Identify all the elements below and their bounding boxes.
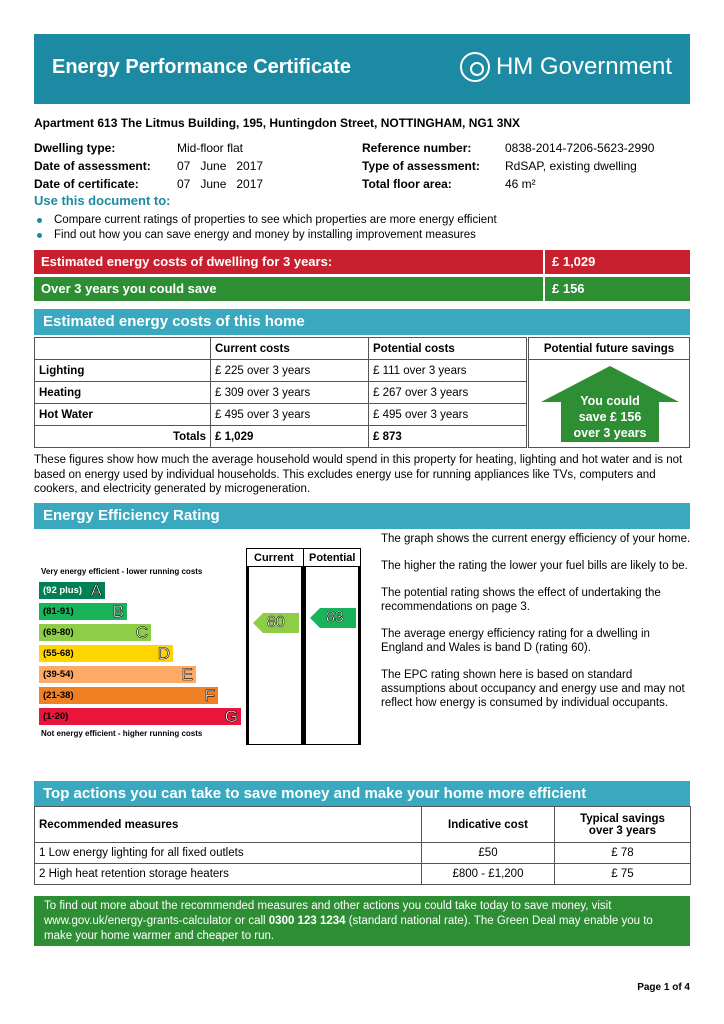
table-row — [35, 864, 691, 885]
table-row — [35, 382, 527, 404]
bullet-text: Compare current ratings of properties to see which properties are more energy efficient — [54, 214, 497, 226]
column-header: Potential costs — [369, 338, 527, 360]
band-letter: B — [112, 602, 124, 621]
dwelling-type-value: Mid-floor flat — [177, 141, 244, 155]
costs-section-heading: Estimated energy costs of this home — [34, 309, 690, 335]
band-letter: A — [90, 581, 102, 600]
costs-note: These figures show how much the average household would spend in this property for heating, lighting and hot water and is not based on energy used by individual households. This excludes energy use for running appliances like TVs, computers and cookers, and electricity generated by microgeneration. — [34, 454, 683, 495]
measure-cell: 2 High heat retention storage heaters — [35, 864, 422, 885]
dwelling-type-label: Dwelling type: — [34, 141, 116, 155]
details-right — [362, 139, 654, 193]
column-header: Recommended measures — [35, 807, 422, 843]
current-column-header: Current — [254, 552, 294, 564]
rating-paragraph: The graph shows the current energy efficiency of your home. — [381, 533, 691, 545]
current-rating-pointer — [253, 613, 299, 633]
reference-number-label: Reference number: — [362, 141, 472, 155]
band-range: (92 plus) — [43, 585, 83, 596]
cost-cell: £50 — [422, 843, 555, 864]
column-header — [555, 807, 691, 843]
crest-icon — [460, 52, 490, 82]
band-g — [39, 708, 241, 725]
band-letter: G — [224, 707, 238, 726]
potential-cost-cell: £ 495 over 3 years — [369, 404, 527, 426]
totals-potential: £ 873 — [369, 426, 527, 448]
gov-logo-text: HM Government — [495, 53, 672, 80]
rating-section-heading: Energy Efficiency Rating — [34, 503, 690, 529]
more-info-text: To find out more about the recommended measures and other actions you could take today to save money, visit www.gov.uk/energy-grants-calculator or call — [44, 900, 612, 927]
rating-explanation — [381, 532, 691, 723]
savings-value: £ 156 — [545, 277, 690, 301]
assessment-type-label: Type of assessment: — [362, 159, 480, 173]
band-b — [39, 603, 127, 620]
row-label: Heating — [35, 382, 211, 404]
table-header-row — [35, 338, 527, 360]
estimated-cost-bar — [34, 250, 690, 274]
details-left — [34, 139, 263, 193]
use-document-list — [34, 213, 497, 243]
band-c — [39, 624, 151, 641]
column-header — [35, 338, 211, 360]
table-row — [35, 843, 691, 864]
bullet-text: Find out how you can save energy and money by installing improvement measures — [54, 229, 476, 241]
band-letter: D — [157, 644, 170, 663]
potential-cost-cell: £ 267 over 3 years — [369, 382, 527, 404]
table-row — [35, 360, 527, 382]
potential-savings-panel — [528, 337, 690, 448]
floor-area-label: Total floor area: — [362, 177, 452, 191]
page-title: Energy Performance Certificate — [52, 56, 352, 78]
band-range: (1-20) — [43, 711, 69, 722]
savings-arrow-text — [541, 393, 679, 441]
top-efficiency-label: Very energy efficient - lower running costs — [41, 567, 203, 576]
cost-cell: £800 - £1,200 — [422, 864, 555, 885]
list-item — [34, 228, 497, 243]
band-letter: C — [135, 623, 148, 642]
band-letter: F — [204, 686, 215, 705]
band-range: (39-54) — [43, 669, 74, 680]
list-item — [34, 213, 497, 228]
row-label: Hot Water — [35, 404, 211, 426]
potential-savings-header: Potential future savings — [529, 338, 689, 360]
costs-table — [34, 337, 527, 448]
rating-paragraph: The potential rating shows the effect of undertaking the recommendations on page 3. — [381, 587, 661, 613]
actions-section-heading: Top actions you can take to save money and make your home more efficient — [34, 781, 690, 807]
reference-number-value: 0838-2014-7206-5623-2990 — [505, 141, 655, 155]
bullet-icon — [37, 233, 42, 238]
totals-current: £ 1,029 — [211, 426, 369, 448]
table-row — [35, 404, 527, 426]
certificate-date-value: 07 June 2017 — [177, 177, 264, 191]
savings-cell: £ 78 — [555, 843, 691, 864]
savings-cell: £ 75 — [555, 864, 691, 885]
current-cost-cell: £ 225 over 3 years — [211, 360, 369, 382]
floor-area-value: 46 m² — [505, 177, 536, 191]
more-info-box — [34, 896, 690, 946]
assessment-type-value: RdSAP, existing dwelling — [505, 159, 637, 173]
band-a — [39, 582, 105, 599]
estimated-cost-label: Estimated energy costs of dwelling for 3 years: — [34, 250, 543, 274]
assessment-date-value: 07 June 2017 — [177, 159, 264, 173]
more-info-text: (standard national rate). The Green Deal may enable you to make your home warmer and cheaper to run. — [44, 915, 653, 942]
measure-cell: 1 Low energy lighting for all fixed outlets — [35, 843, 422, 864]
row-label: Lighting — [35, 360, 211, 382]
band-range: (55-68) — [43, 648, 74, 659]
hm-government-logo — [460, 52, 672, 82]
rating-paragraph: The average energy efficiency rating for a dwelling in England and Wales is band D (rating 60). — [381, 628, 650, 654]
savings-bar — [34, 277, 690, 301]
potential-cost-cell: £ 111 over 3 years — [369, 360, 527, 382]
certificate-date-label: Date of certificate: — [34, 177, 139, 191]
use-document-heading: Use this document to: — [34, 193, 171, 208]
savings-arrow-line: You could — [580, 394, 640, 408]
current-cost-cell: £ 309 over 3 years — [211, 382, 369, 404]
totals-label: Totals — [35, 426, 211, 448]
assessment-date-label: Date of assessment: — [34, 159, 151, 173]
phone-number[interactable]: 0300 123 1234 — [268, 915, 346, 927]
totals-row — [35, 426, 527, 448]
savings-label: Over 3 years you could save — [34, 277, 543, 301]
table-header-row — [35, 807, 691, 843]
band-range: (69-80) — [43, 627, 74, 638]
rating-paragraph: The higher the rating the lower your fuel bills are likely to be. — [381, 560, 688, 572]
column-header: Current costs — [211, 338, 369, 360]
band-e — [39, 666, 196, 683]
header-bar — [34, 34, 690, 104]
current-cost-cell: £ 495 over 3 years — [211, 404, 369, 426]
actions-table — [34, 806, 691, 885]
bullet-icon — [37, 218, 42, 223]
band-range: (81-91) — [43, 606, 74, 617]
savings-arrow-line: over 3 years — [573, 426, 647, 440]
band-letter: E — [181, 665, 193, 684]
band-range: (21-38) — [43, 690, 74, 701]
rating-paragraph: The EPC rating shown here is based on standard assumptions about occupancy and energy use and may not reflect how energy is consumed by individual occupants. — [381, 669, 685, 709]
band-d — [39, 645, 173, 662]
savings-arrow-line: save £ 156 — [578, 410, 642, 424]
potential-rating-value: 83 — [326, 609, 344, 626]
band-f — [39, 687, 218, 704]
energy-rating-graph — [34, 548, 361, 745]
property-address: Apartment 613 The Litmus Building, 195, Huntingdon Street, NOTTINGHAM, NG1 3NX — [34, 116, 521, 130]
bottom-efficiency-label: Not energy efficient - higher running costs — [41, 729, 203, 738]
current-rating-value: 80 — [267, 614, 285, 631]
page-number: Page 1 of 4 — [637, 982, 690, 993]
column-header: Indicative cost — [422, 807, 555, 843]
potential-column-header: Potential — [309, 552, 356, 564]
estimated-cost-value: £ 1,029 — [545, 250, 690, 274]
column-header-line: Typical savings — [580, 812, 665, 825]
potential-rating-pointer — [310, 608, 356, 628]
column-header-line: over 3 years — [588, 824, 657, 837]
